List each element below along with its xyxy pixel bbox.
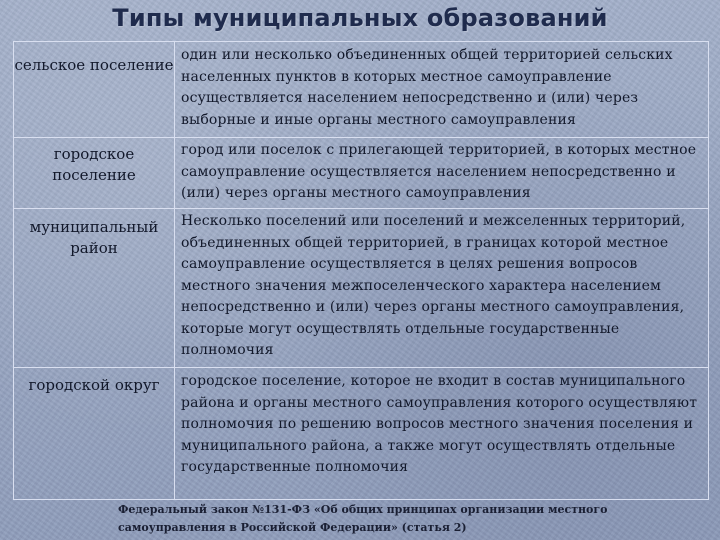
municipal-types-table: [13, 41, 709, 500]
term-cell: городской округ: [28, 376, 160, 394]
definition-cell: Несколько поселений или поселений и межселенных территорий, объединенных общей территорией, в границах которой местное самоуправление осуществляется в целях решения вопросов местного значения межпоселенческого характера населением непосредственно и (или) через органы местного самоуправления, которые могут осуществлять отдельные государственные полномочия: [181, 213, 686, 358]
table-row-urban-settlement: [14, 137, 708, 208]
definition-cell: один или несколько объединенных общей территорией сельских населенных пунктов в которых местное самоуправление осуществляется населением непосредственно и (или) через выборные и иные органы местного самоуправления: [181, 47, 673, 128]
term-cell: муниципальный район: [29, 218, 159, 257]
definition-cell: городское поселение, которое не входит в состав муниципального района и органы местного самоуправления которого осуществляют полномочия по решению вопросов местного значения поселения и муниципального района, а также могут осуществлять отдельные государственные полномочия: [181, 373, 698, 475]
slide-title: Типы муниципальных образований: [112, 4, 608, 32]
term-cell: сельское поселение: [14, 56, 174, 74]
table-row-urban-district: [14, 367, 708, 501]
definition-cell: город или поселок с прилегающей территорией, в которых местное самоуправление осуществляется населением непосредственно и (или) через органы местного самоуправления: [181, 142, 697, 201]
law-reference-footnote: Федеральный закон №131-ФЗ «Об общих принципах организации местного самоуправления в Российской Федерации» (статья 2): [118, 503, 608, 534]
table-row-rural-settlement: [14, 42, 708, 137]
term-cell: городское поселение: [52, 145, 136, 184]
table-row-municipal-district: [14, 208, 708, 367]
